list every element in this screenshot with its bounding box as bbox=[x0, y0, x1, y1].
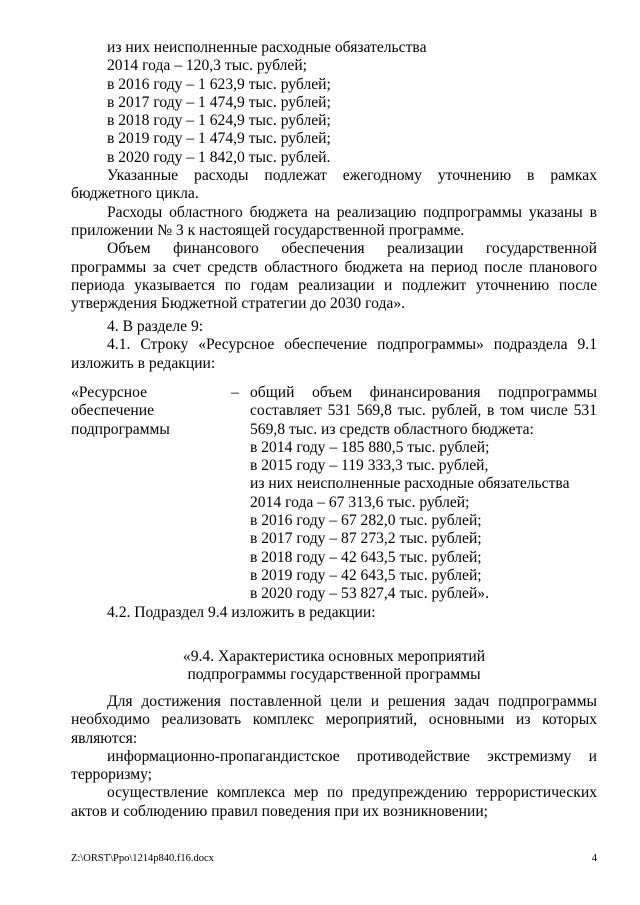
resource-label-line: подпрограммы bbox=[71, 420, 170, 438]
resource-line: в 2015 году – 119 333,3 тыс. рублей, bbox=[250, 457, 489, 475]
paragraph-measures: осуществление комплекса мер по предупреждению террористических актов и соблюдению правил поведения при их возникновении; bbox=[71, 784, 597, 820]
item-4: 4. В разделе 9: bbox=[107, 318, 204, 335]
file-path: Z:\ORST\Ppo\1214p840.f16.docx bbox=[71, 853, 214, 864]
resource-line: 2014 года – 67 313,6 тыс. рублей; bbox=[250, 493, 470, 511]
line-2020: в 2020 году – 1 842,0 тыс. рублей. bbox=[107, 148, 331, 166]
resource-line: в 2018 году – 42 643,5 тыс. рублей; bbox=[250, 548, 482, 566]
paragraph-volume: Объем финансового обеспечения реализации государственной программы за счет средств областного бюджета на период после планового периода указывается по годам реализации и подлежит уточнению после утверждения Бюджетной стратегии до 2030 года». bbox=[71, 240, 597, 313]
heading-line-2: подпрограммы государственной программы bbox=[187, 666, 481, 684]
line-obligations: из них неисполненные расходные обязательства bbox=[107, 39, 427, 56]
resource-line: в 2020 году – 53 827,4 тыс. рублей». bbox=[250, 585, 489, 603]
resource-line: в 2014 году – 185 880,5 тыс. рублей; bbox=[250, 438, 490, 456]
paragraph-refinement: Указанные расходы подлежат ежегодному уточнению в рамках бюджетного цикла. bbox=[71, 167, 597, 203]
paragraph-goal: Для достижения поставленной цели и решения задач подпрограммы необходимо реализовать комплекс мероприятий, основными из которых являются: bbox=[71, 693, 597, 747]
resource-label bbox=[71, 384, 221, 439]
resource-line: в 2017 году – 87 273,2 тыс. рублей; bbox=[250, 530, 482, 548]
subsection-instruction bbox=[71, 604, 597, 622]
page-number: 4 bbox=[591, 853, 597, 864]
resource-line: в 2016 году – 67 282,0 тыс. рублей; bbox=[250, 512, 482, 530]
resource-line: из них неисполненные расходные обязательства bbox=[250, 475, 570, 493]
line-2019: в 2019 году – 1 474,9 тыс. рублей; bbox=[107, 130, 331, 148]
line-2014: 2014 года – 120,3 тыс. рублей; bbox=[107, 57, 307, 75]
subsection-heading bbox=[71, 648, 597, 685]
line-2016: в 2016 году – 1 623,9 тыс. рублей; bbox=[107, 75, 331, 93]
section-9-instructions bbox=[71, 318, 597, 373]
body-section bbox=[71, 693, 597, 821]
line-2018: в 2018 году – 1 624,9 тыс. рублей; bbox=[107, 112, 331, 130]
line-2017: в 2017 году – 1 474,9 тыс. рублей; bbox=[107, 93, 331, 111]
resource-values bbox=[250, 384, 597, 604]
heading-line-1: «9.4. Характеристика основных мероприятий bbox=[182, 648, 486, 665]
item-4-1: 4.1. Строку «Ресурсное обеспечение подпрограммы» подраздела 9.1 изложить в редакции: bbox=[71, 336, 597, 372]
top-section bbox=[71, 39, 597, 313]
resource-label-line: обеспечение bbox=[71, 402, 155, 420]
paragraph-expenses: Расходы областного бюджета на реализацию подпрограммы указаны в приложении № 3 к настоящей государственной программе. bbox=[71, 203, 597, 239]
resource-summary: общий объем финансирования подпрограммы составляет 531 569,8 тыс. рублей, в том числе 531 569,8 тыс. из средств областного бюджета: bbox=[250, 384, 597, 438]
resource-dash: – bbox=[231, 384, 239, 401]
resource-line: в 2019 году – 42 643,5 тыс. рублей; bbox=[250, 566, 482, 584]
resource-label-line: «Ресурсное bbox=[71, 384, 148, 401]
item-4-2: 4.2. Подраздел 9.4 изложить в редакции: bbox=[107, 604, 376, 621]
paragraph-info: информационно-пропагандистское противодействие экстремизму и терроризму; bbox=[71, 747, 597, 784]
